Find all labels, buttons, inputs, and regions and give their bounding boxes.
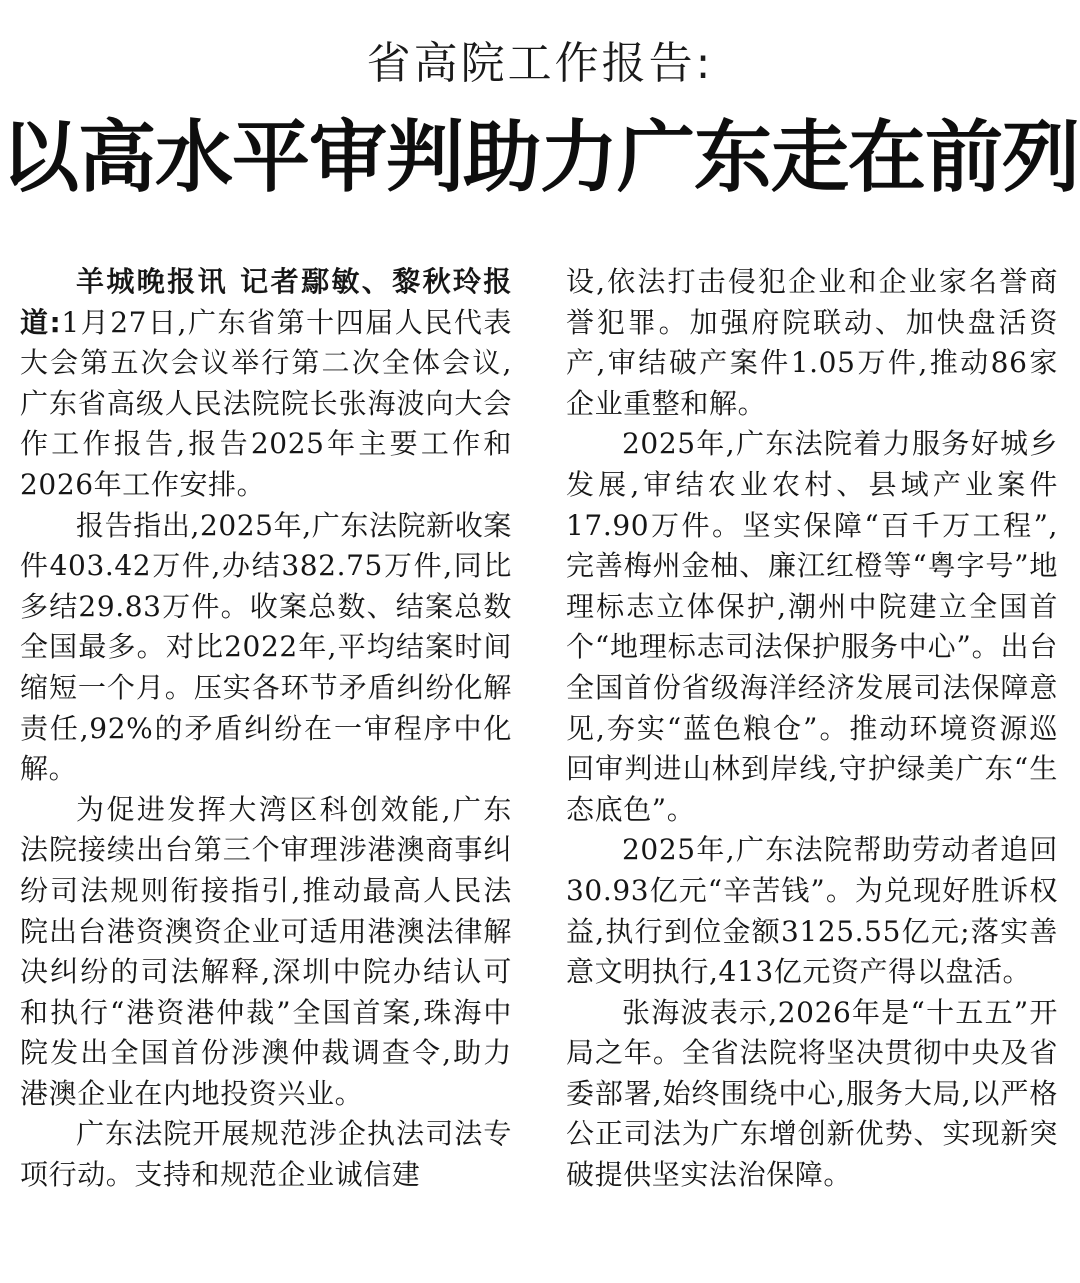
article-column-left bbox=[20, 262, 512, 1196]
kicker-title: 省高院工作报告: bbox=[366, 38, 714, 89]
dateline: 羊城晚报讯 记者鄢敏、黎秋玲报道: bbox=[20, 265, 512, 339]
lead-text: 1月27日,广东省第十四届人民代表大会第五次会议举行第二次全体会议,广东省高级人民法院院长张海波向大会作工作报告,报告2025年主要工作和2026年工作安排。 bbox=[20, 305, 512, 501]
continued-paragraph: 设,依法打击侵犯企业和企业家名誉商誉犯罪。加强府院联动、加快盘活资产,审结破产案件1.05万件,推动86家企业重整和解。 bbox=[566, 265, 1058, 420]
article-column-right bbox=[566, 262, 1058, 1196]
body-paragraph: 为促进发挥大湾区科创效能,广东法院接续出台第三个审理涉港澳商事纠纷司法规则衔接指引,推动最高人民法院出台港资澳资企业可适用港澳法律解决纠纷的司法解释,深圳中院办结认可和执行“港资港仲裁”全国首案,珠海中院发出全国首份涉澳仲裁调查令,助力港澳企业在内地投资兴业。 bbox=[20, 792, 512, 1110]
body-paragraph: 报告指出,2025年,广东法院新收案件403.42万件,办结382.75万件,同比多结29.83万件。收案总数、结案总数全国最多。对比2022年,平均结案时间缩短一个月。压实各环节矛盾纠纷化解责任,92%的矛盾纠纷在一审程序中化解。 bbox=[20, 508, 512, 786]
body-paragraph: 2025年,广东法院着力服务好城乡发展,审结农业农村、县域产业案件17.90万件。坚实保障“百千万工程”,完善梅州金柚、廉江红橙等“粤字号”地理标志立体保护,潮州中院建立全国首个“地理标志司法保护服务中心”。出台全国首份省级海洋经济发展司法保障意见,夯实“蓝色粮仓”。推动环境资源巡回审判进山林到岸线,守护绿美广东“生态底色”。 bbox=[566, 427, 1058, 826]
body-paragraph: 2025年,广东法院帮助劳动者追回30.93亿元“辛苦钱”。为兑现好胜诉权益,执行到位金额3125.55亿元;落实善意文明执行,413亿元资产得以盘活。 bbox=[566, 833, 1058, 989]
lead-paragraph bbox=[20, 262, 512, 506]
main-headline: 以高水平审判助力广东走在前列 bbox=[0, 112, 1079, 203]
body-paragraph: 广东法院开展规范涉企执法司法专项行动。支持和规范企业诚信建 bbox=[20, 1117, 512, 1192]
body-paragraph: 张海波表示,2026年是“十五五”开局之年。全省法院将坚决贯彻中央及省委部署,始终围绕中心,服务大局,以严格公正司法为广东增创新优势、实现新突破提供坚实法治保障。 bbox=[566, 995, 1058, 1192]
